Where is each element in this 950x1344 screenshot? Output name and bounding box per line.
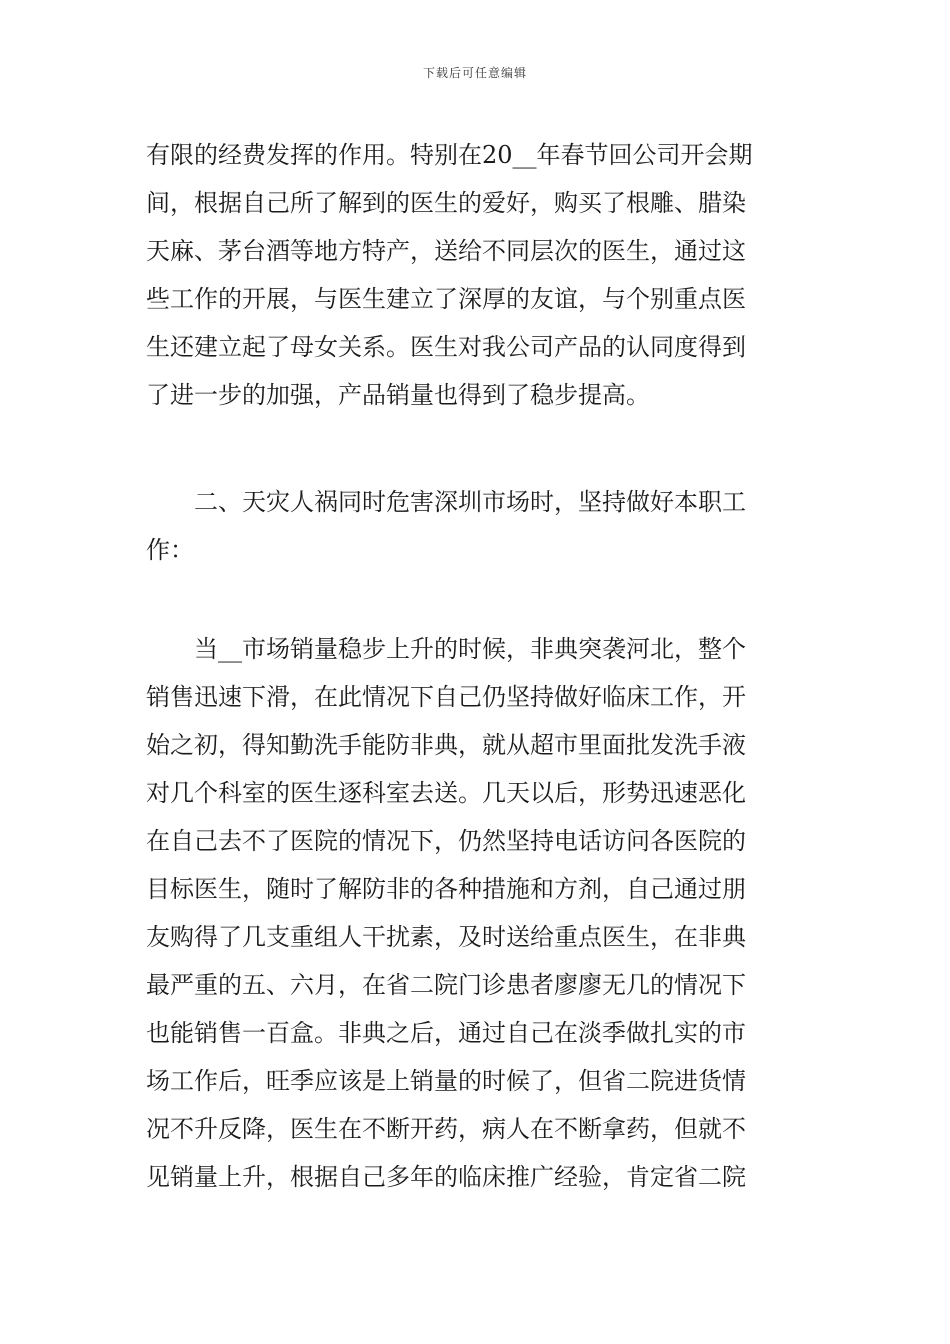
text-line: 友购得了几支重组人干扰素，及时送给重点医生，在非典 [146, 923, 746, 951]
text-line: 销售迅速下滑，在此情况下自己仍坚持做好临床工作，开 [146, 683, 746, 711]
text-line: 了进一步的加强，产品销量也得到了稳步提高。 [146, 381, 650, 409]
text-line: 况不升反降，医生在不断开药，病人在不断拿药，但就不 [146, 1115, 746, 1143]
text-line: 在自己去不了医院的情况下，仍然坚持电话访问各医院的 [146, 827, 746, 855]
text-line: 见销量上升，根据自己多年的临床推广经验，肯定省二院 [146, 1163, 746, 1191]
text-line: 目标医生，随时了解防非的各种措施和方剂，自己通过朋 [146, 875, 746, 903]
text-line: 最严重的五、六月，在省二院门诊患者廖廖无几的情况下 [146, 971, 746, 999]
paragraph-1 [146, 131, 808, 419]
paragraph-3 [146, 625, 808, 1201]
text-line: 有限的经费发挥的作用。特别在20__年春节回公司开会期 [146, 141, 753, 169]
page-header: 下载后可任意编辑 [422, 66, 527, 80]
text-line: 对几个科室的医生逐科室去送。几天以后，形势迅速恶化 [146, 779, 746, 807]
section-heading-paragraph [146, 478, 808, 574]
text-line: 生还建立起了母女关系。医生对我公司产品的认同度得到 [146, 333, 746, 361]
text-line: 也能销售一百盒。非典之后，通过自己在淡季做扎实的市 [146, 1019, 746, 1047]
text-line: 间，根据自己所了解到的医生的爱好，购买了根雕、腊染 [146, 189, 746, 217]
text-line: 始之初，得知勤洗手能防非典，就从超市里面批发洗手液 [146, 731, 746, 759]
text-line: 些工作的开展，与医生建立了深厚的友谊，与个别重点医 [146, 285, 746, 313]
text-line: 作： [146, 536, 194, 564]
text-line: 场工作后，旺季应该是上销量的时候了，但省二院进货情 [146, 1067, 746, 1095]
text-line: 二、天灾人祸同时危害深圳市场时，坚持做好本职工 [146, 488, 746, 516]
text-line: 天麻、茅台酒等地方特产，送给不同层次的医生，通过这 [146, 237, 746, 265]
text-line: 当__市场销量稳步上升的时候，非典突袭河北，整个 [146, 635, 746, 663]
